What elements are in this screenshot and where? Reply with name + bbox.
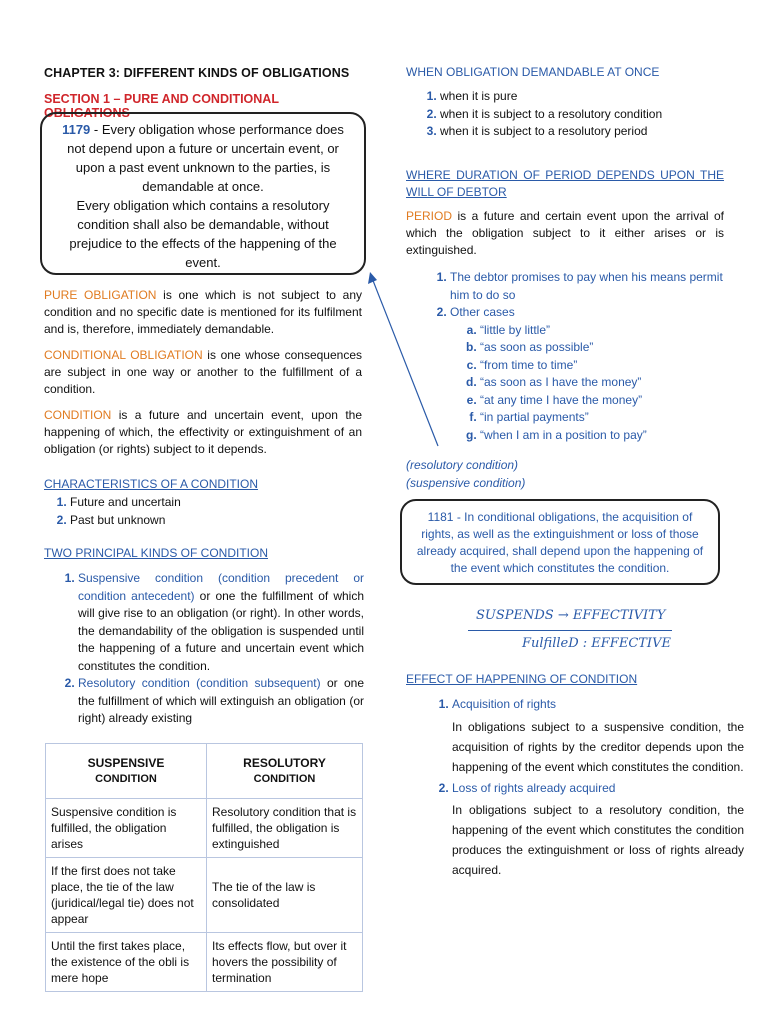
list-item: e. “at any time I have the money” (480, 392, 732, 410)
arrow-line (372, 278, 438, 446)
handwritten-line-1: SUSPENDS → EFFECTIVITY (476, 608, 666, 623)
article-1181-text: - In conditional obligations, the acquisition of rights, as well as the extinguishment or loss of those already acquired, shall depend upon the happening of the event which constitutes the condition. (416, 510, 704, 575)
table-header-cell: SUSPENSIVE CONDITION (46, 744, 207, 799)
suspensive-text: or one the fulfillment of which will give rise to an obligation (or right). In other words, the demandability of the obligation is suspended until the happening of a future and uncertain event which constitutes the condition. (78, 588, 365, 673)
resolutory-note: (resolutory condition) (406, 458, 519, 472)
suspensive-term: Suspensive condition (78, 571, 204, 585)
list-item: g. “when I am in a position to pay” (480, 427, 732, 445)
table-cell: Its effects flow, but over it hovers the possibility of termination (207, 933, 363, 992)
list-item: f. “in partial payments” (480, 409, 732, 427)
article-1179-box (40, 112, 366, 275)
article-1181-box (400, 499, 720, 585)
suspensive-note: (suspensive condition) (406, 476, 526, 490)
list-item: 2. when it is subject to a resolutory condition (440, 106, 740, 124)
table-header-cell: RESOLUTORY CONDITION (207, 744, 363, 799)
handwritten-note (456, 600, 676, 660)
conditional-obligation-text: is one whose consequences are subject in one way or another to the fulfillment of a condition. (44, 348, 362, 396)
effect-list (430, 696, 744, 880)
resolutory-paren: (condition subsequent) (189, 676, 321, 690)
pure-obligation-definition (44, 287, 362, 338)
comparison-table (45, 743, 363, 992)
effect-heading: EFFECT OF HAPPENING OF CONDITION (406, 672, 638, 686)
list-item: 1. when it is pure (440, 88, 740, 106)
arrow-head-icon (368, 272, 377, 284)
list-item (452, 696, 744, 777)
list-item: b. “as soon as possible” (480, 339, 732, 357)
article-1179-text: - Every obligation whose performance does not depend upon a future or uncertain event, or upon a past event unknown to the parties, is demandable at once. (67, 122, 344, 194)
list-item: d. “as soon as I have the money” (480, 374, 732, 392)
article-1179-text-2: Every obligation which contains a resolutory condition shall also be demandable, without prejudice to the effects of the happening of the event. (69, 198, 337, 270)
table-cell: Resolutory condition that is fulfilled, the obligation is extinguished (207, 799, 363, 858)
duration-heading: WHERE DURATION OF PERIOD DEPENDS UPON THE WILL OF DEBTOR (406, 168, 724, 199)
demandable-heading: WHEN OBLIGATION DEMANDABLE AT ONCE (406, 65, 660, 79)
table-cell: Until the first takes place, the existence of the obli is mere hope (46, 933, 207, 992)
table-cell: The tie of the law is consolidated (207, 858, 363, 933)
list-item: a. “little by little” (480, 322, 732, 340)
handwritten-line-2: FulfilleD : EFFECTIVE (522, 636, 671, 651)
table-cell: Suspensive condition is fulfilled, the obligation arises (46, 799, 207, 858)
article-1181-number: 1181 (427, 510, 454, 524)
period-term: PERIOD (406, 209, 453, 223)
article-1179-number: 1179 (62, 122, 91, 137)
handwritten-divider (468, 630, 672, 631)
chapter-title: CHAPTER 3: DIFFERENT KINDS OF OBLIGATIONS (44, 66, 350, 80)
condition-definition (44, 407, 362, 458)
characteristics-list (48, 494, 370, 529)
resolutory-text: or one the fulfillment of which will extinguish an obligation (or right) already existing (78, 676, 364, 725)
effect-item-title: 2. Loss of rights already acquired (452, 780, 616, 795)
table-header-row (46, 744, 363, 799)
list-item (78, 570, 364, 675)
list-item: 2. Other cases a. “little by little” b. “as soon as possible” c. “from time to time” d. “as soon as I have the money” e. “at any time I have the money” f. “in partial payments” g. “when I am in a position to pay” (450, 304, 732, 444)
duration-list (428, 269, 732, 444)
connector-arrow (360, 268, 450, 453)
effect-item-text: In obligations subject to a resolutory condition, the happening of the event which constitutes the condition produces the extinguishment or loss of rights already acquired. (452, 803, 744, 877)
list-item: 1. Future and uncertain (70, 494, 370, 512)
pure-obligation-term: PURE OBLIGATION (44, 288, 157, 302)
list-item (452, 780, 744, 881)
two-kinds-list (58, 570, 364, 728)
condition-term: CONDITION (44, 408, 112, 422)
demandable-list (418, 88, 740, 141)
table-cell: If the first does not take place, the tie of the law (juridical/legal tie) does not appear (46, 858, 207, 933)
conditional-obligation-term: CONDITIONAL OBLIGATION (44, 348, 203, 362)
effect-item-text: In obligations subject to a suspensive condition, the acquisition of rights by the creditor depends upon the happening of the event which constitutes the condition. (452, 719, 744, 774)
table-row (46, 858, 363, 933)
list-item: 1. The debtor promises to pay when his means permit him to do so (450, 269, 732, 304)
list-item: 2. Past but unknown (70, 512, 370, 530)
two-kinds-heading: TWO PRINCIPAL KINDS OF CONDITION (44, 546, 269, 560)
list-item: c. “from time to time” (480, 357, 732, 375)
other-cases-list (450, 322, 732, 445)
list-item (78, 675, 364, 728)
period-text: is a future and certain event upon the arrival of which the obligation subject to it either arises or is extinguished. (406, 209, 724, 257)
table-row (46, 799, 363, 858)
pure-obligation-text: is one which is not subject to any condition and no specific date is mentioned for its fulfilment and is, therefore, immediately demandable. (44, 288, 362, 336)
section-title: SECTION 1 – PURE AND CONDITIONAL OBLIGATIONS (44, 92, 279, 120)
condition-text: is a future and uncertain event, upon the happening of which, the effectivity or extinguishment of an obligation (or rights) subject to it depends. (44, 408, 362, 456)
period-definition (406, 208, 724, 259)
table-row (46, 933, 363, 992)
characteristics-heading: CHARACTERISTICS OF A CONDITION (44, 477, 259, 491)
conditional-obligation-definition (44, 347, 362, 398)
resolutory-term: Resolutory condition (78, 676, 190, 690)
suspensive-paren: (condition precedent or condition antecedent) (78, 571, 364, 603)
list-item: 3. when it is subject to a resolutory period (440, 123, 740, 141)
effect-item-title: 1. Acquisition of rights (452, 697, 557, 711)
